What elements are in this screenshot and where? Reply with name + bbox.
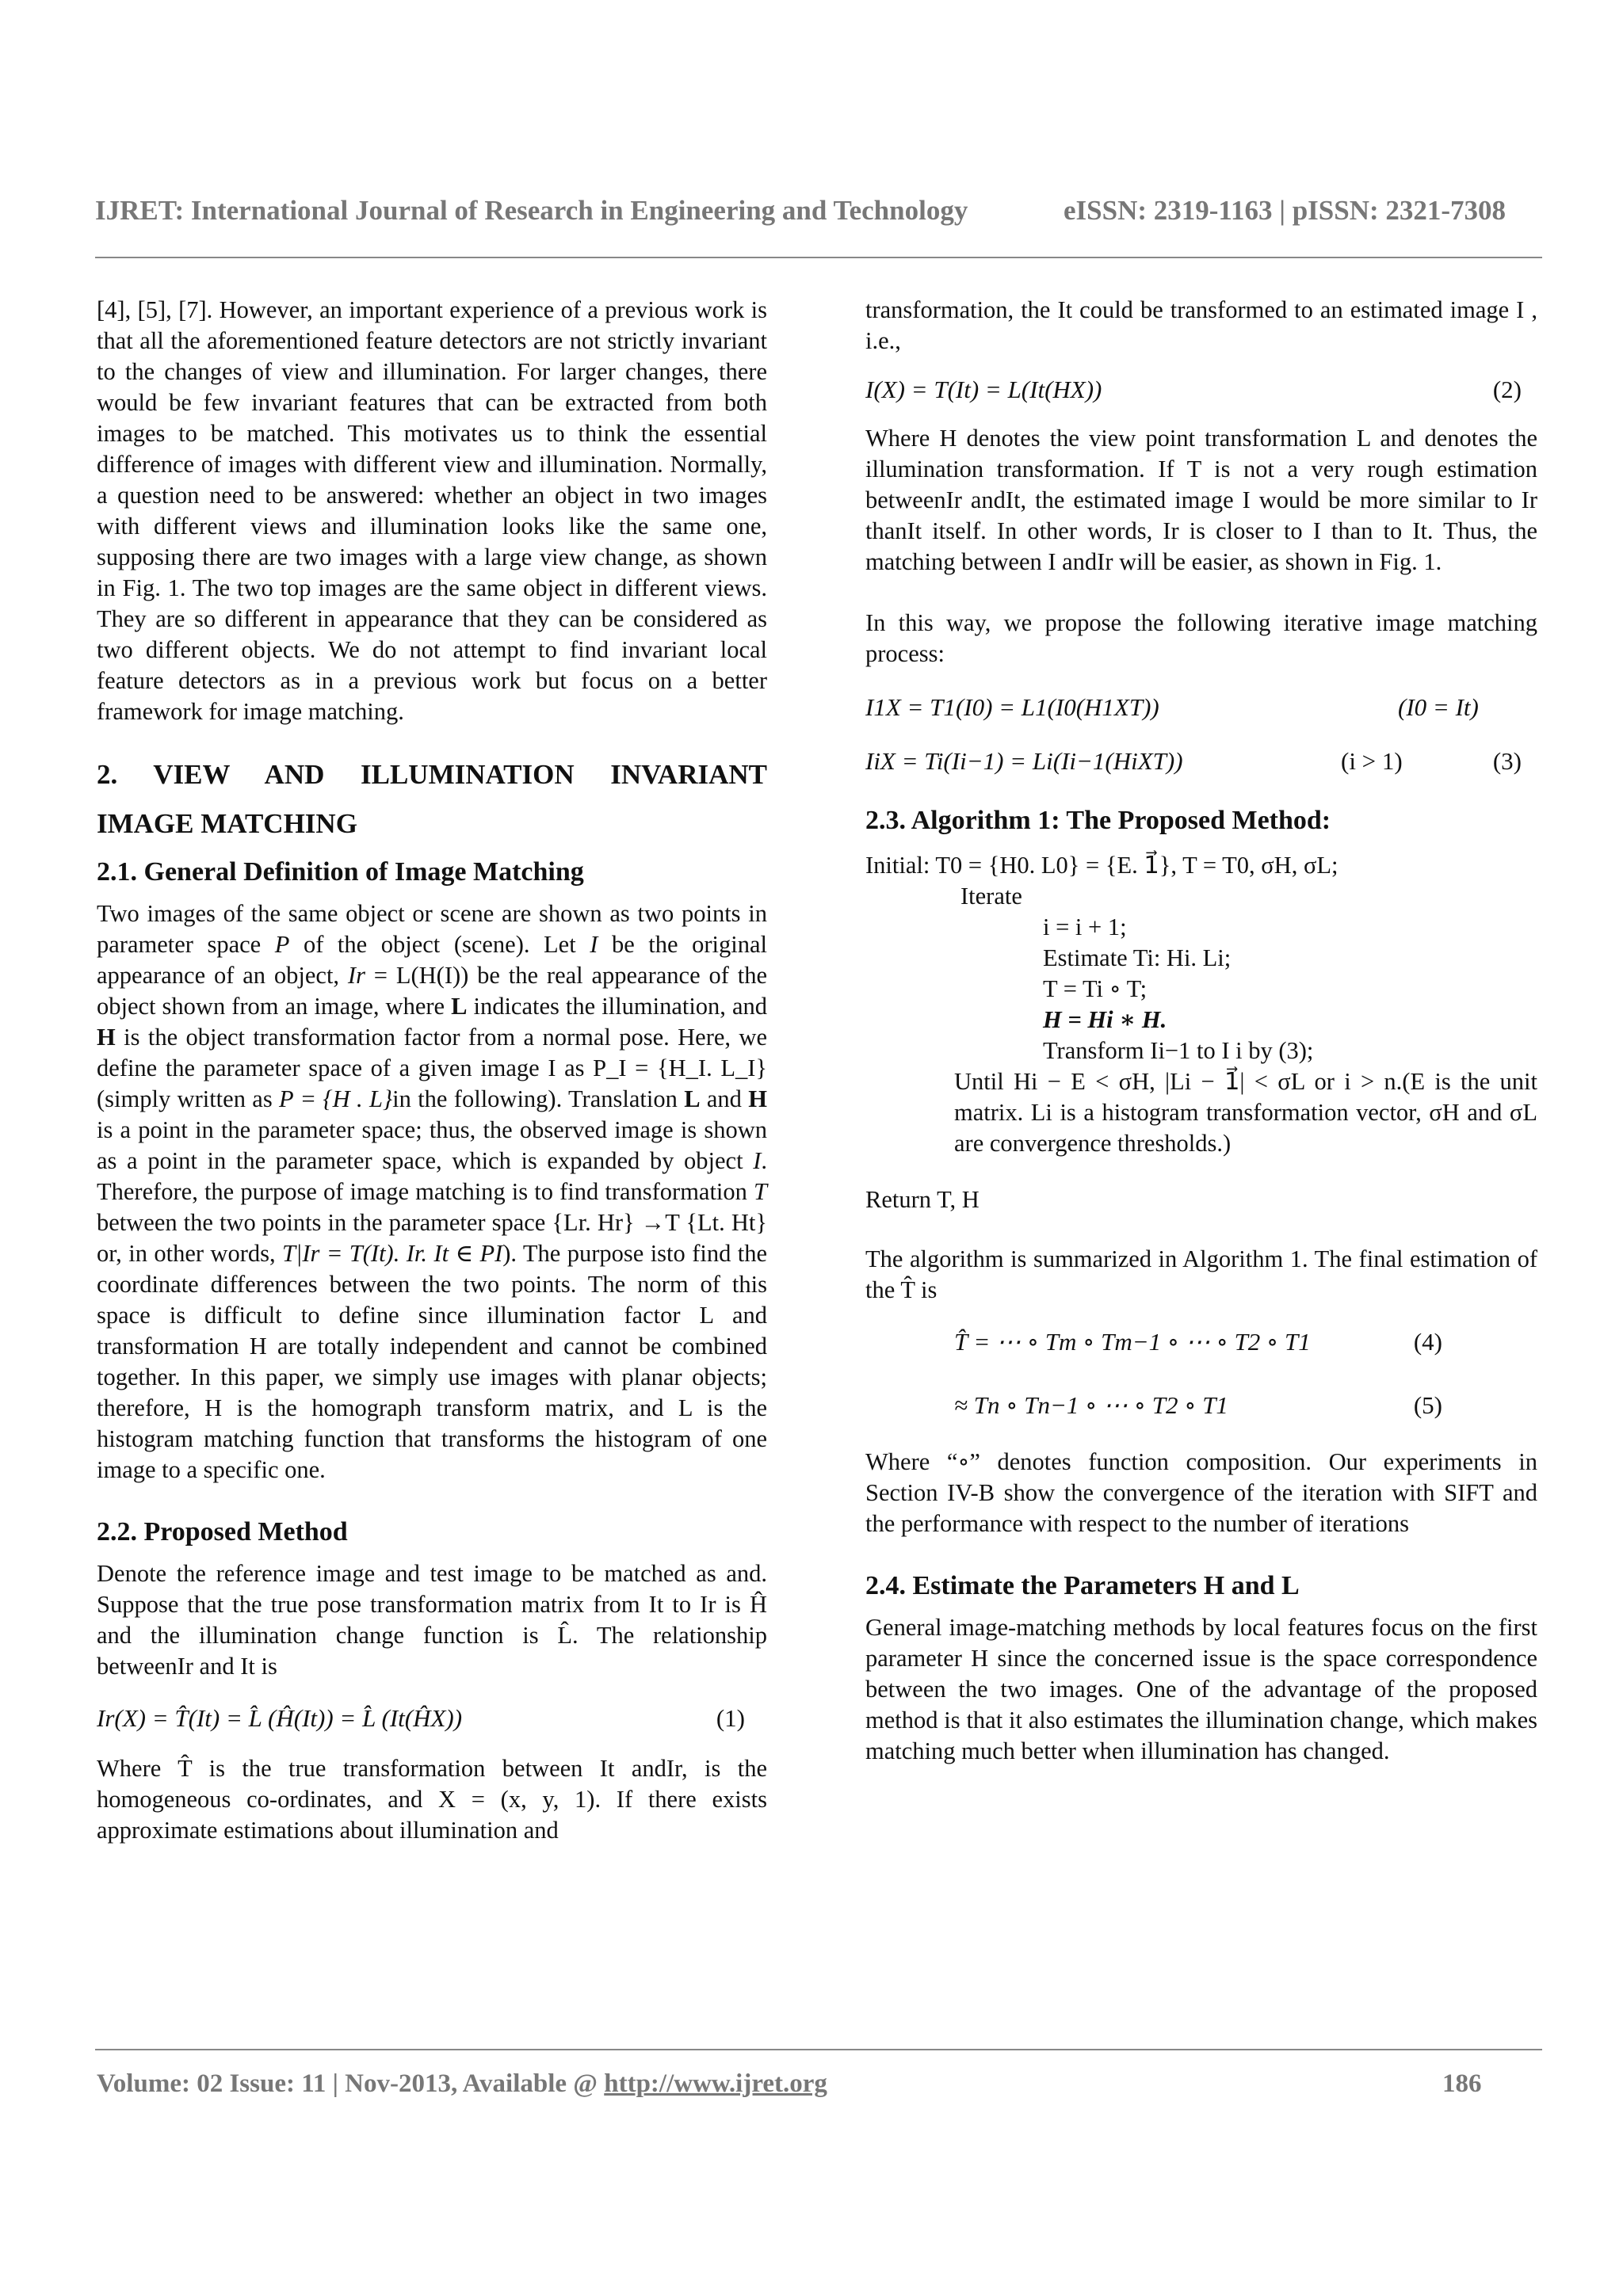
equation-3a-condition: (I0 = It) xyxy=(1398,693,1479,721)
equation-3b xyxy=(865,739,1537,784)
equation-2-body: I(X) = T(It) = L(It(HX)) xyxy=(865,376,1102,403)
iterative-intro-paragraph: In this way, we propose the following iterative image matching process: xyxy=(865,609,1537,667)
equation-3b-condition: (i > 1) xyxy=(1341,747,1403,775)
section-2-3-heading: 2.3. Algorithm 1: The Proposed Method: xyxy=(865,806,1331,835)
equation-3-number: (3) xyxy=(1492,747,1522,775)
algorithm-step-3: T = Ti ∘ T; xyxy=(1043,975,1148,1002)
algorithm-return: Return T, H xyxy=(865,1186,980,1213)
equation-5-number: (5) xyxy=(1413,1391,1442,1419)
summary-paragraph: The algorithm is summarized in Algorithm 1. The final estimation of the T̂ is xyxy=(865,1245,1537,1303)
section-2-1-paragraph: Two images of the same object or scene are shown as two points in parameter space P of the object (scene). Let I be the original appearance of an object, Ir = L(H(I)) be the real appearance of the object shown from an image, where L indicates the illumination, and H is the object transformation factor from a normal pose. Here, we define the parameter space of a given image I as P_I = {H_I. L_I} (simply written as P = {H . L}in the following). Translation L and H is a point in the parameter space; thus, the observed image is shown as a point in the parameter space, which is expanded by object I. Therefore, the purpose of image matching is to find transformation T between the two points in the parameter space {Lr. Hr} →T {Lt. Ht} or, in other words, T|Ir = T(It). Ir. It ∈ PI). The purpose isto find the coordinate differences between the two points. The norm of this space is difficult to define since illumination factor L and transformation H are totally independent and cannot be combined together. In this paper, we simply use images with planar objects; therefore, H is the homograph transform matrix, and L is the histogram matching function that transforms the histogram of one image to a specific one. xyxy=(97,900,768,1483)
header-rule xyxy=(95,257,1542,258)
algorithm-step-1: i = i + 1; xyxy=(1043,913,1127,940)
issn-line: eISSN: 2319-1163 | pISSN: 2321-7308 xyxy=(1064,195,1507,226)
journal-link[interactable]: http://www.ijret.org xyxy=(604,2069,827,2098)
section-2-2-heading: 2.2. Proposed Method xyxy=(97,1517,348,1547)
algorithm-step-5: Transform Ii−1 to I i by (3); xyxy=(1043,1037,1314,1064)
equation-2-number: (2) xyxy=(1492,376,1522,403)
journal-title: IJRET: International Journal of Research in Engineering and Technology xyxy=(95,195,968,226)
section-2-1-heading: 2.1. General Definition of Image Matching xyxy=(97,857,584,887)
equation-3b-body: IiX = Ti(Ii−1) = Li(Ii−1(HiXT)) xyxy=(865,747,1183,775)
footer-volume: Volume: 02 Issue: 11 | Nov-2013, Available @ http://www.ijret.org xyxy=(97,2069,827,2098)
equation-4-body: T̂ = ⋯ ∘ Tm ∘ Tm−1 ∘ ⋯ ∘ T2 ∘ T1 xyxy=(954,1328,1311,1356)
algorithm-until: Until Hi − E < σH, |Li − 1⃗| < σL or i > n.(E is the unit matrix. Li is a histogram transformation vector, σH and σL are convergence thresholds.) xyxy=(954,1068,1537,1157)
section-2-2-paragraph-1: Denote the reference image and test image to be matched as and. Suppose that the true pose transformation matrix from It to Ir is Ĥ and the illumination change function is L̂. The relationship betweenIr and It is xyxy=(97,1560,767,1680)
equation-5 xyxy=(865,1383,1537,1428)
algorithm-step-4: H = Hi ∗ H. xyxy=(1043,1006,1167,1033)
where-paragraph: Where H denotes the view point transformation L and denotes the illumination transformation. If T is not a very rough estimation betweenIr andIt, the estimated image I would be more similar to Ir thanIt itself. In other words, Ir is closer to I than to It. Thus, the matching between I andIr will be easier, as shown in Fig. 1. xyxy=(865,425,1537,575)
intro-paragraph: [4], [5], [7]. However, an important experience of a previous work is that all the aforementioned feature detectors are not strictly invariant to the changes of view and illumination. For larger changes, there would be few invariant features that can be extracted from both images to be matched. This motivates us to think the essential difference of images with different view and illumination. Normally, a question need to be answered: whether an object in two images with different views and illumination looks like the same one, supposing there are two images with a large view change, as shown in Fig. 1. The two top images are the same object in different views. They are so different in appearance that they can be considered as two different objects. We do not attempt to find invariant local feature detectors as in a previous work but focus on a better framework for image matching. xyxy=(97,296,767,725)
equation-5-body: ≈ Tn ∘ Tn−1 ∘ ⋯ ∘ T2 ∘ T1 xyxy=(954,1391,1228,1419)
left-column xyxy=(97,295,767,1846)
composition-paragraph: Where “∘” denotes function composition. Our experiments in Section IV-B show the convergence of the iteration with SIFT and the performance with respect to the number of iterations xyxy=(865,1448,1537,1537)
section-2-title-line2: IMAGE MATCHING xyxy=(97,808,357,839)
equation-1-body: Ir(X) = T̂(It) = L̂ (Ĥ(It)) = L̂ (It(ĤX)) xyxy=(97,1704,463,1732)
equation-3a xyxy=(865,685,1537,730)
equation-1 xyxy=(97,1696,767,1741)
section-2-4-heading: 2.4. Estimate the Parameters H and L xyxy=(865,1571,1300,1600)
section-2-4-paragraph: General image-matching methods by local features focus on the first parameter H since the concerned issue is the space correspondence between the two images. One of the advantage of the proposed method is that it also estimates the illumination change, which makes matching much better when illumination has changed. xyxy=(865,1614,1537,1764)
page-number: 186 xyxy=(1442,2069,1482,2098)
algorithm-initial: Initial: T0 = {H0. L0} = {E. 1⃗}, T = T0, σH, σL; xyxy=(865,852,1338,879)
continuation-paragraph: transformation, the It could be transformed to an estimated image I , i.e., xyxy=(865,296,1537,354)
equation-2 xyxy=(865,368,1537,412)
footer-rule xyxy=(95,2049,1542,2050)
section-2-2-paragraph-2: Where T̂ is the true transformation between It andIr, is the homogeneous co-ordinates, and X = (x, y, 1). If there exists approximate estimations about illumination and xyxy=(97,1755,767,1844)
section-2-title-line1: 2. VIEW AND ILLUMINATION INVARIANT xyxy=(97,759,767,790)
algorithm-1 xyxy=(865,850,1537,1215)
equation-3a-body: I1X = T1(I0) = L1(I0(H1XT)) xyxy=(865,693,1159,721)
algorithm-iterate: Iterate xyxy=(960,883,1022,910)
equation-1-number: (1) xyxy=(716,1704,745,1732)
right-column xyxy=(865,295,1537,1767)
equation-4-number: (4) xyxy=(1413,1328,1442,1356)
algorithm-step-2: Estimate Ti: Hi. Li; xyxy=(1043,944,1232,971)
equation-4 xyxy=(865,1320,1537,1364)
